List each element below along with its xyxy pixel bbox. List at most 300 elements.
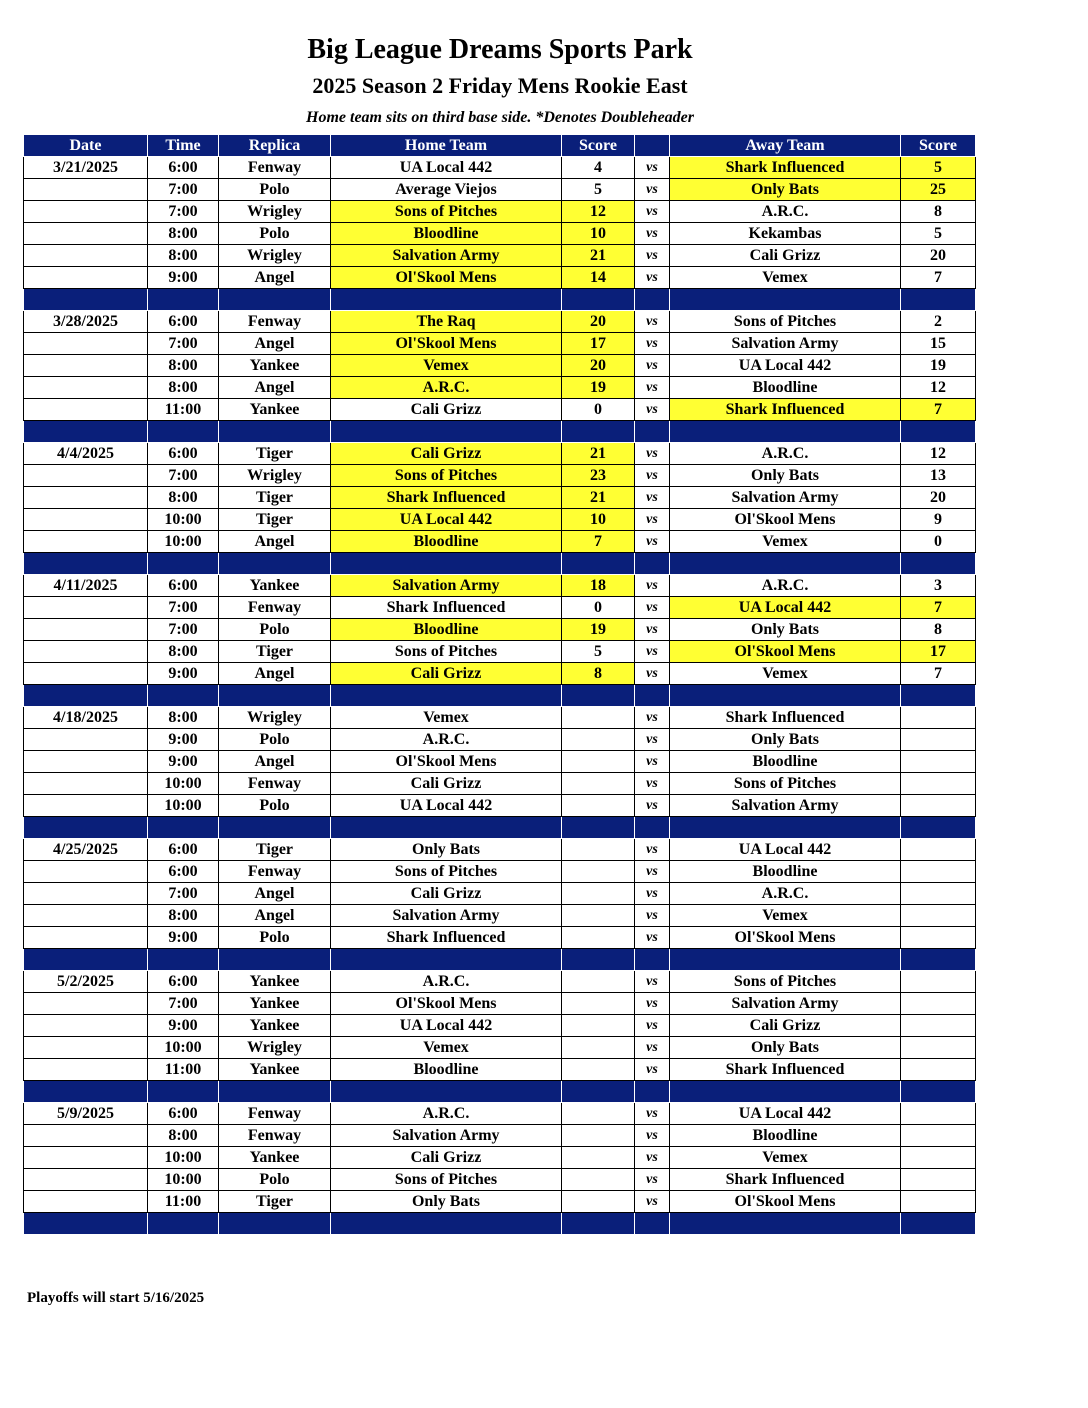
home-score-cell (562, 883, 635, 905)
replica-cell: Fenway (219, 773, 331, 795)
vs-cell: vs (635, 993, 670, 1015)
date-cell (24, 465, 148, 487)
separator-cell (670, 1081, 901, 1103)
away-team-cell: Sons of Pitches (670, 311, 901, 333)
date-cell: 4/11/2025 (24, 575, 148, 597)
table-row (24, 465, 976, 487)
vs-cell: vs (635, 905, 670, 927)
vs-cell: vs (635, 1059, 670, 1081)
vs-cell: vs (635, 355, 670, 377)
away-team-cell: Cali Grizz (670, 1015, 901, 1037)
separator-cell (331, 949, 562, 971)
time-cell: 11:00 (148, 1191, 219, 1213)
away-team-cell: Shark Influenced (670, 1059, 901, 1081)
separator-cell (562, 289, 635, 311)
home-team-cell: A.R.C. (331, 729, 562, 751)
away-team-cell: Salvation Army (670, 795, 901, 817)
date-cell (24, 1147, 148, 1169)
replica-cell: Wrigley (219, 245, 331, 267)
away-score-cell (901, 883, 976, 905)
vs-cell: vs (635, 531, 670, 553)
time-cell: 7:00 (148, 333, 219, 355)
week-separator-row (24, 553, 976, 575)
separator-cell (331, 553, 562, 575)
separator-cell (635, 289, 670, 311)
time-cell: 8:00 (148, 707, 219, 729)
date-cell (24, 861, 148, 883)
away-score-cell: 20 (901, 245, 976, 267)
away-team-cell: A.R.C. (670, 883, 901, 905)
separator-cell (670, 1213, 901, 1235)
vs-cell: vs (635, 707, 670, 729)
vs-cell: vs (635, 377, 670, 399)
away-score-cell: 9 (901, 509, 976, 531)
home-score-cell: 20 (562, 355, 635, 377)
separator-cell (219, 421, 331, 443)
date-cell (24, 201, 148, 223)
away-score-cell: 19 (901, 355, 976, 377)
home-score-cell (562, 927, 635, 949)
away-score-cell (901, 1103, 976, 1125)
table-row (24, 905, 976, 927)
replica-cell: Tiger (219, 641, 331, 663)
home-team-cell: Salvation Army (331, 245, 562, 267)
away-team-cell: Cali Grizz (670, 245, 901, 267)
time-cell: 7:00 (148, 201, 219, 223)
replica-cell: Angel (219, 377, 331, 399)
time-cell: 10:00 (148, 773, 219, 795)
away-score-cell (901, 707, 976, 729)
date-cell (24, 993, 148, 1015)
home-score-cell: 17 (562, 333, 635, 355)
home-score-cell: 10 (562, 509, 635, 531)
vs-cell: vs (635, 927, 670, 949)
date-cell (24, 773, 148, 795)
home-team-cell: Cali Grizz (331, 399, 562, 421)
vs-cell: vs (635, 509, 670, 531)
column-header-time: Time (148, 135, 219, 157)
home-team-cell: Ol'Skool Mens (331, 751, 562, 773)
date-cell: 4/18/2025 (24, 707, 148, 729)
away-score-cell: 5 (901, 223, 976, 245)
home-team-cell: Cali Grizz (331, 663, 562, 685)
table-row (24, 179, 976, 201)
home-score-cell (562, 795, 635, 817)
home-team-cell: Sons of Pitches (331, 1169, 562, 1191)
date-cell (24, 1037, 148, 1059)
date-cell (24, 245, 148, 267)
home-team-cell: Sons of Pitches (331, 201, 562, 223)
home-score-cell: 10 (562, 223, 635, 245)
home-score-cell: 21 (562, 487, 635, 509)
away-score-cell (901, 993, 976, 1015)
vs-cell: vs (635, 465, 670, 487)
page-note: Home team sits on third base side. *Denotes Doubleheader (306, 109, 694, 126)
vs-cell: vs (635, 729, 670, 751)
away-team-cell: Sons of Pitches (670, 971, 901, 993)
separator-cell (670, 421, 901, 443)
table-row (24, 1037, 976, 1059)
time-cell: 6:00 (148, 443, 219, 465)
time-cell: 8:00 (148, 905, 219, 927)
separator-cell (219, 289, 331, 311)
table-row (24, 399, 976, 421)
away-team-cell: A.R.C. (670, 575, 901, 597)
table-row (24, 1103, 976, 1125)
time-cell: 9:00 (148, 267, 219, 289)
separator-cell (148, 685, 219, 707)
away-team-cell: Bloodline (670, 1125, 901, 1147)
vs-cell: vs (635, 267, 670, 289)
table-row (24, 641, 976, 663)
away-team-cell: Vemex (670, 267, 901, 289)
away-team-cell: Shark Influenced (670, 1169, 901, 1191)
vs-cell: vs (635, 971, 670, 993)
time-cell: 8:00 (148, 487, 219, 509)
vs-cell: vs (635, 1169, 670, 1191)
table-row (24, 575, 976, 597)
time-cell: 11:00 (148, 1059, 219, 1081)
home-team-cell: A.R.C. (331, 377, 562, 399)
away-score-cell (901, 1125, 976, 1147)
home-score-cell: 5 (562, 641, 635, 663)
table-row (24, 355, 976, 377)
time-cell: 10:00 (148, 795, 219, 817)
time-cell: 9:00 (148, 663, 219, 685)
date-cell (24, 795, 148, 817)
home-score-cell: 0 (562, 597, 635, 619)
date-cell (24, 1015, 148, 1037)
replica-cell: Polo (219, 179, 331, 201)
away-score-cell (901, 729, 976, 751)
table-row (24, 795, 976, 817)
separator-cell (562, 1213, 635, 1235)
separator-cell (901, 421, 976, 443)
column-header-away-team: Away Team (670, 135, 901, 157)
date-cell (24, 223, 148, 245)
home-score-cell (562, 839, 635, 861)
away-score-cell: 5 (901, 157, 976, 179)
table-row (24, 377, 976, 399)
time-cell: 9:00 (148, 729, 219, 751)
separator-cell (670, 949, 901, 971)
table-row (24, 267, 976, 289)
date-cell (24, 487, 148, 509)
date-cell (24, 1169, 148, 1191)
replica-cell: Fenway (219, 861, 331, 883)
separator-cell (901, 685, 976, 707)
home-score-cell (562, 707, 635, 729)
replica-cell: Polo (219, 223, 331, 245)
replica-cell: Angel (219, 663, 331, 685)
vs-cell: vs (635, 1191, 670, 1213)
home-team-cell: UA Local 442 (331, 1015, 562, 1037)
table-row (24, 1015, 976, 1037)
replica-cell: Wrigley (219, 465, 331, 487)
time-cell: 6:00 (148, 311, 219, 333)
replica-cell: Wrigley (219, 201, 331, 223)
away-team-cell: A.R.C. (670, 201, 901, 223)
separator-cell (24, 553, 148, 575)
replica-cell: Tiger (219, 839, 331, 861)
home-score-cell: 18 (562, 575, 635, 597)
vs-cell: vs (635, 1037, 670, 1059)
vs-cell: vs (635, 311, 670, 333)
home-team-cell: The Raq (331, 311, 562, 333)
home-score-cell: 19 (562, 619, 635, 641)
time-cell: 11:00 (148, 399, 219, 421)
home-team-cell: Sons of Pitches (331, 861, 562, 883)
home-team-cell: Ol'Skool Mens (331, 993, 562, 1015)
separator-cell (219, 553, 331, 575)
away-team-cell: Only Bats (670, 619, 901, 641)
vs-cell: vs (635, 883, 670, 905)
vs-cell: vs (635, 399, 670, 421)
date-cell (24, 1059, 148, 1081)
replica-cell: Yankee (219, 993, 331, 1015)
vs-cell: vs (635, 157, 670, 179)
away-score-cell (901, 751, 976, 773)
away-score-cell (901, 773, 976, 795)
replica-cell: Angel (219, 883, 331, 905)
home-score-cell (562, 861, 635, 883)
away-score-cell: 2 (901, 311, 976, 333)
time-cell: 6:00 (148, 971, 219, 993)
separator-cell (219, 817, 331, 839)
away-team-cell: Vemex (670, 1147, 901, 1169)
separator-cell (148, 553, 219, 575)
separator-cell (670, 553, 901, 575)
away-team-cell: Only Bats (670, 1037, 901, 1059)
home-team-cell: Vemex (331, 707, 562, 729)
date-cell (24, 333, 148, 355)
replica-cell: Polo (219, 729, 331, 751)
home-score-cell: 5 (562, 179, 635, 201)
home-team-cell: Salvation Army (331, 575, 562, 597)
separator-cell (901, 1213, 976, 1235)
away-score-cell: 8 (901, 619, 976, 641)
home-team-cell: Bloodline (331, 1059, 562, 1081)
away-score-cell: 17 (901, 641, 976, 663)
vs-cell: vs (635, 1015, 670, 1037)
away-score-cell: 13 (901, 465, 976, 487)
home-team-cell: Average Viejos (331, 179, 562, 201)
table-row (24, 245, 976, 267)
away-score-cell (901, 1037, 976, 1059)
replica-cell: Angel (219, 905, 331, 927)
replica-cell: Wrigley (219, 707, 331, 729)
home-team-cell: Sons of Pitches (331, 465, 562, 487)
time-cell: 7:00 (148, 597, 219, 619)
vs-cell: vs (635, 597, 670, 619)
home-score-cell (562, 905, 635, 927)
home-score-cell: 14 (562, 267, 635, 289)
table-row (24, 531, 976, 553)
separator-cell (635, 685, 670, 707)
replica-cell: Fenway (219, 1103, 331, 1125)
date-cell (24, 531, 148, 553)
home-team-cell: UA Local 442 (331, 509, 562, 531)
separator-cell (635, 1081, 670, 1103)
home-score-cell (562, 971, 635, 993)
week-separator-row (24, 1213, 976, 1235)
away-score-cell: 3 (901, 575, 976, 597)
away-team-cell: Ol'Skool Mens (670, 641, 901, 663)
home-score-cell (562, 1059, 635, 1081)
separator-cell (331, 1213, 562, 1235)
replica-cell: Tiger (219, 1191, 331, 1213)
away-team-cell: UA Local 442 (670, 597, 901, 619)
vs-cell: vs (635, 245, 670, 267)
home-score-cell: 12 (562, 201, 635, 223)
away-score-cell: 12 (901, 377, 976, 399)
column-header-home-team: Home Team (331, 135, 562, 157)
replica-cell: Yankee (219, 575, 331, 597)
time-cell: 9:00 (148, 927, 219, 949)
separator-cell (148, 289, 219, 311)
replica-cell: Fenway (219, 157, 331, 179)
replica-cell: Polo (219, 927, 331, 949)
home-score-cell (562, 729, 635, 751)
home-score-cell (562, 993, 635, 1015)
separator-cell (148, 817, 219, 839)
table-row (24, 1147, 976, 1169)
home-team-cell: Bloodline (331, 223, 562, 245)
away-team-cell: Salvation Army (670, 333, 901, 355)
away-team-cell: UA Local 442 (670, 839, 901, 861)
away-team-cell: Vemex (670, 905, 901, 927)
home-team-cell: Vemex (331, 1037, 562, 1059)
away-score-cell (901, 1015, 976, 1037)
vs-cell: vs (635, 663, 670, 685)
separator-cell (670, 289, 901, 311)
separator-cell (635, 1213, 670, 1235)
separator-cell (562, 553, 635, 575)
away-team-cell: Only Bats (670, 465, 901, 487)
home-team-cell: UA Local 442 (331, 157, 562, 179)
home-score-cell (562, 1015, 635, 1037)
away-team-cell: UA Local 442 (670, 355, 901, 377)
home-team-cell: Salvation Army (331, 905, 562, 927)
week-separator-row (24, 817, 976, 839)
date-cell: 3/21/2025 (24, 157, 148, 179)
table-row (24, 1169, 976, 1191)
home-score-cell (562, 1169, 635, 1191)
away-team-cell: Only Bats (670, 179, 901, 201)
table-row (24, 663, 976, 685)
date-cell (24, 355, 148, 377)
vs-cell: vs (635, 795, 670, 817)
home-team-cell: Cali Grizz (331, 773, 562, 795)
separator-cell (562, 421, 635, 443)
home-score-cell: 8 (562, 663, 635, 685)
separator-cell (635, 421, 670, 443)
date-cell (24, 927, 148, 949)
table-row (24, 1191, 976, 1213)
table-row (24, 993, 976, 1015)
date-cell: 4/4/2025 (24, 443, 148, 465)
home-team-cell: A.R.C. (331, 971, 562, 993)
separator-cell (24, 949, 148, 971)
date-cell (24, 1125, 148, 1147)
home-score-cell (562, 773, 635, 795)
separator-cell (148, 1213, 219, 1235)
separator-cell (331, 817, 562, 839)
time-cell: 10:00 (148, 531, 219, 553)
table-row (24, 927, 976, 949)
column-header-away-score: Score (901, 135, 976, 157)
replica-cell: Tiger (219, 443, 331, 465)
date-cell (24, 399, 148, 421)
vs-cell: vs (635, 575, 670, 597)
replica-cell: Angel (219, 267, 331, 289)
separator-cell (901, 553, 976, 575)
vs-cell: vs (635, 443, 670, 465)
date-cell (24, 905, 148, 927)
home-team-cell: Only Bats (331, 839, 562, 861)
away-score-cell (901, 971, 976, 993)
table-row (24, 861, 976, 883)
home-score-cell: 21 (562, 245, 635, 267)
separator-cell (331, 289, 562, 311)
date-cell (24, 641, 148, 663)
away-team-cell: Shark Influenced (670, 399, 901, 421)
away-team-cell: UA Local 442 (670, 1103, 901, 1125)
table-row (24, 1125, 976, 1147)
home-score-cell (562, 1147, 635, 1169)
away-score-cell: 25 (901, 179, 976, 201)
time-cell: 6:00 (148, 575, 219, 597)
away-score-cell (901, 861, 976, 883)
away-team-cell: Salvation Army (670, 993, 901, 1015)
home-score-cell: 21 (562, 443, 635, 465)
table-row (24, 751, 976, 773)
date-cell (24, 663, 148, 685)
table-row (24, 773, 976, 795)
date-cell (24, 509, 148, 531)
home-score-cell (562, 1103, 635, 1125)
replica-cell: Polo (219, 1169, 331, 1191)
table-row (24, 157, 976, 179)
date-cell (24, 267, 148, 289)
vs-cell: vs (635, 333, 670, 355)
away-team-cell: Vemex (670, 531, 901, 553)
separator-cell (219, 949, 331, 971)
away-score-cell (901, 1147, 976, 1169)
away-team-cell: Ol'Skool Mens (670, 1191, 901, 1213)
home-team-cell: Salvation Army (331, 1125, 562, 1147)
time-cell: 7:00 (148, 465, 219, 487)
separator-cell (901, 817, 976, 839)
separator-cell (219, 1081, 331, 1103)
away-team-cell: A.R.C. (670, 443, 901, 465)
table-row (24, 509, 976, 531)
home-score-cell (562, 1037, 635, 1059)
separator-cell (24, 421, 148, 443)
home-team-cell: Shark Influenced (331, 927, 562, 949)
time-cell: 8:00 (148, 377, 219, 399)
time-cell: 9:00 (148, 751, 219, 773)
separator-cell (670, 685, 901, 707)
week-separator-row (24, 685, 976, 707)
replica-cell: Yankee (219, 1015, 331, 1037)
table-row (24, 707, 976, 729)
table-row (24, 333, 976, 355)
separator-cell (24, 685, 148, 707)
replica-cell: Angel (219, 751, 331, 773)
away-score-cell (901, 1191, 976, 1213)
replica-cell: Yankee (219, 971, 331, 993)
